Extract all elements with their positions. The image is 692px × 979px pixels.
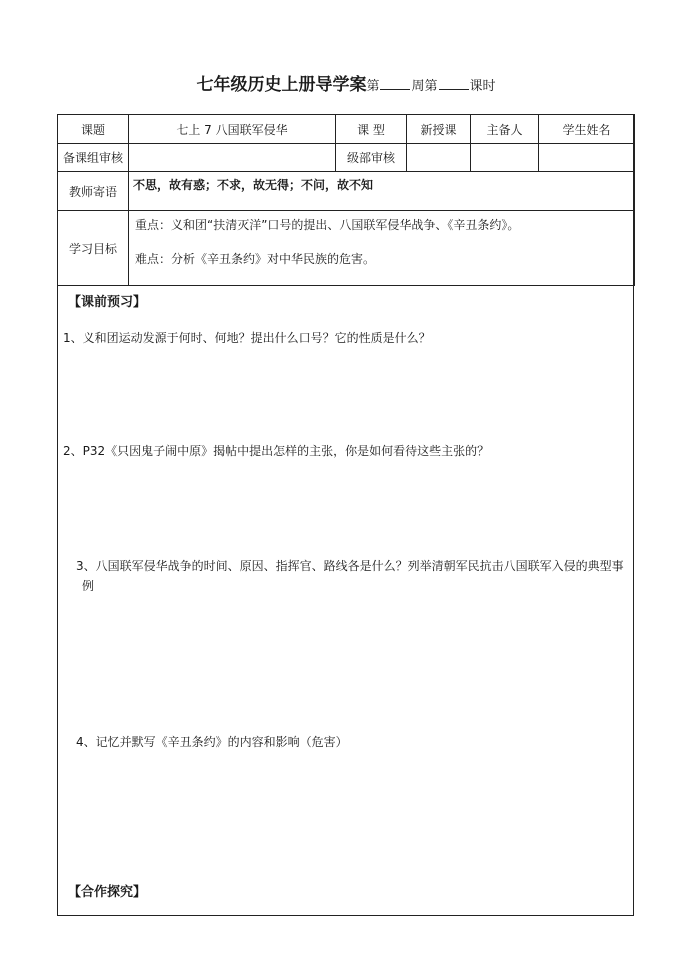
group-review-field[interactable]	[129, 144, 336, 172]
label-topic: 课题	[58, 115, 129, 144]
title-week-mid: 周第	[411, 79, 438, 94]
cooperation-heading: 【合作探究】	[68, 885, 147, 900]
question-3-line1: 3、八国联军侵华战争的时间、原因、指挥官、路线各是什么？列举清朝军民抗击八国联军入侵的典型事	[76, 559, 624, 573]
label-group-review: 备课组审核	[58, 144, 129, 172]
goals-cell	[129, 211, 635, 286]
preview-heading: 【课前预习】	[68, 295, 147, 310]
teacher-words: 不思，故有惑；不求，故无得；不问，故不知	[129, 172, 635, 211]
grade-review-field[interactable]	[407, 144, 471, 172]
question-1: 1、义和团运动发源于何时、何地？提出什么口号？它的性质是什么？	[63, 331, 431, 345]
difficult-point: 难点：分析《辛丑条约》对中华民族的危害。	[135, 252, 376, 266]
label-preparer: 主备人	[471, 115, 539, 144]
question-3-line2: 例	[82, 579, 95, 593]
preparer-field[interactable]	[471, 144, 539, 172]
title-lesson-suffix: 课时	[469, 79, 496, 94]
question-4: 4、记忆并默写《辛丑条约》的内容和影响（危害）	[76, 735, 348, 749]
student-name-field[interactable]	[539, 144, 635, 172]
label-grade-review: 级部审核	[336, 144, 407, 172]
topic-value: 七上 7 八国联军侵华	[129, 115, 336, 144]
week-blank	[380, 77, 410, 90]
type-value: 新授课	[407, 115, 471, 144]
row-review	[58, 144, 635, 172]
question-3	[76, 556, 624, 596]
worksheet	[57, 114, 634, 916]
label-goals: 学习目标	[58, 211, 129, 286]
row-goals	[58, 211, 635, 286]
label-teacher-words: 教师寄语	[58, 172, 129, 211]
question-2: 2、P32《只因鬼子闹中原》揭帖中提出怎样的主张，你是如何看待这些主张的？	[63, 444, 490, 458]
row-topic	[58, 115, 635, 144]
key-point: 重点：义和团“扶清灭洋”口号的提出、八国联军侵华战争、《辛丑条约》。	[135, 218, 520, 232]
page-title	[0, 70, 692, 95]
lesson-blank	[439, 77, 469, 90]
header-table	[57, 114, 635, 286]
title-main: 七年级历史上册导学案	[196, 75, 367, 95]
title-week-prefix: 第	[366, 79, 380, 94]
label-type: 课 型	[336, 115, 407, 144]
label-student-name: 学生姓名	[539, 115, 635, 144]
row-teacher-words	[58, 172, 635, 211]
